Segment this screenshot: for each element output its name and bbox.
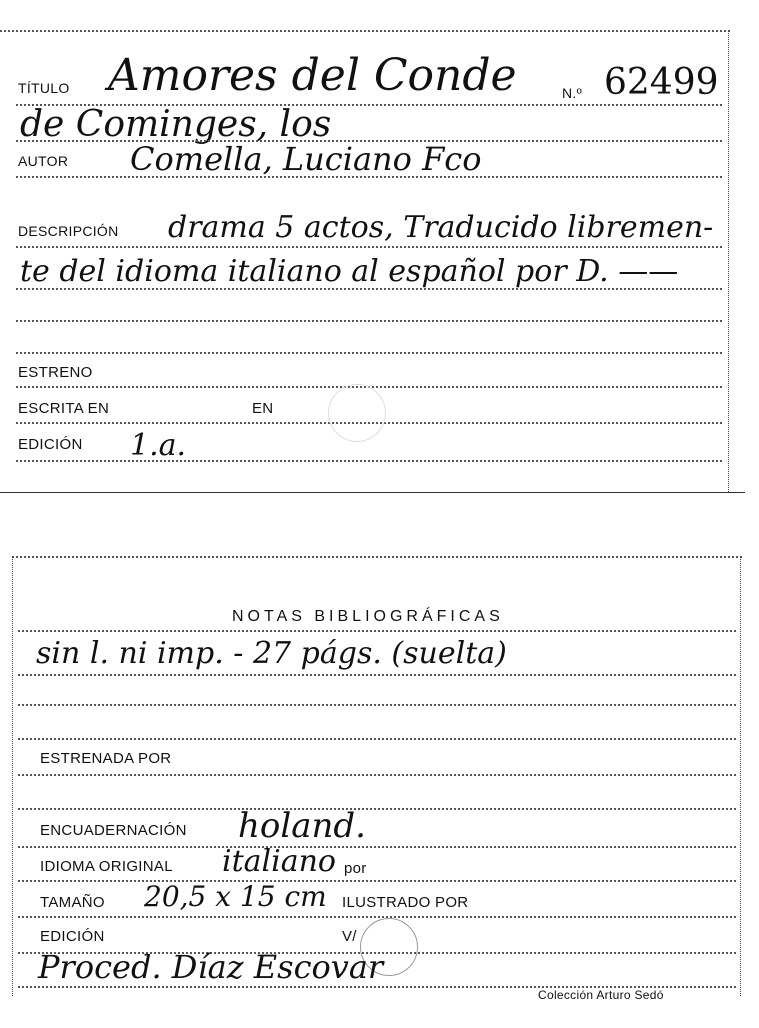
idioma-line <box>18 880 736 882</box>
descripcion-label: DESCRIPCIÓN <box>18 223 119 239</box>
tamano-handwritten: 20,5 x 15 cm <box>144 880 327 913</box>
descripcion-line-1 <box>16 246 722 248</box>
idioma-handwritten: italiano <box>222 844 336 879</box>
blank-line <box>18 808 736 810</box>
card-bottom-right-border <box>740 556 741 996</box>
encuadernacion-line <box>18 846 736 848</box>
card-bottom-left-border <box>12 556 13 996</box>
procedencia-handwritten: Proced. Díaz Escovar <box>38 948 384 986</box>
descripcion-handwritten-1: drama 5 actos, Traducido libremen- <box>168 210 714 245</box>
card-top-top-border <box>0 30 730 32</box>
edicion-line <box>16 460 722 462</box>
notas-title: NOTAS BIBLIOGRÁFICAS <box>232 608 504 625</box>
autor-line <box>16 176 722 178</box>
edicion-handwritten: 1.a. <box>130 428 187 463</box>
estrenada-por-label: ESTRENADA POR <box>40 750 172 767</box>
tamano-label: TAMAÑO <box>40 894 105 911</box>
en-label: EN <box>252 400 274 417</box>
notas-line-3 <box>18 738 736 740</box>
descripcion-line-4 <box>16 352 722 354</box>
descripcion-handwritten-2: te del idioma italiano al español por D. —— <box>20 254 679 289</box>
titulo-label: TÍTULO <box>18 80 70 96</box>
descripcion-line-3 <box>16 320 722 322</box>
v-label: V/ <box>342 928 357 945</box>
card-bottom-top-border <box>12 556 742 558</box>
stamp-mark-top <box>328 384 386 442</box>
estreno-label: ESTRENO <box>18 364 93 381</box>
notas-handwritten: sin l. ni imp. - 27 págs. (suelta) <box>36 636 507 671</box>
autor-label: AUTOR <box>18 153 69 169</box>
notas-line-2 <box>18 704 736 706</box>
edicion-label: EDICIÓN <box>18 436 83 453</box>
tamano-line <box>18 916 736 918</box>
autor-handwritten: Comella, Luciano Fco <box>130 140 482 178</box>
estrenada-line <box>18 774 736 776</box>
notas-line-0 <box>18 630 736 632</box>
encuadernacion-handwritten: holand. <box>238 806 366 846</box>
notas-line-1 <box>18 674 736 676</box>
encuadernacion-label: ENCUADERNACIÓN <box>40 822 187 839</box>
coleccion-credit: Colección Arturo Sedó <box>538 988 664 1002</box>
ilustrado-por-label: ILUSTRADO POR <box>342 894 469 911</box>
card-top-right-border <box>728 30 729 492</box>
escrita-en-label: ESCRITA EN <box>18 400 110 417</box>
numero-label: N.º <box>562 85 583 101</box>
descripcion-line-2 <box>16 288 722 290</box>
edicion-label-bottom: EDICIÓN <box>40 928 105 945</box>
por-label: por <box>344 860 367 877</box>
titulo-handwritten-2: de Cominges, los <box>20 104 332 145</box>
numero-handwritten: 62499 <box>604 62 719 103</box>
titulo-handwritten-1: Amores del Conde <box>108 50 517 101</box>
idioma-original-label: IDIOMA ORIGINAL <box>40 858 173 875</box>
card-top-bottom-border <box>0 492 745 493</box>
